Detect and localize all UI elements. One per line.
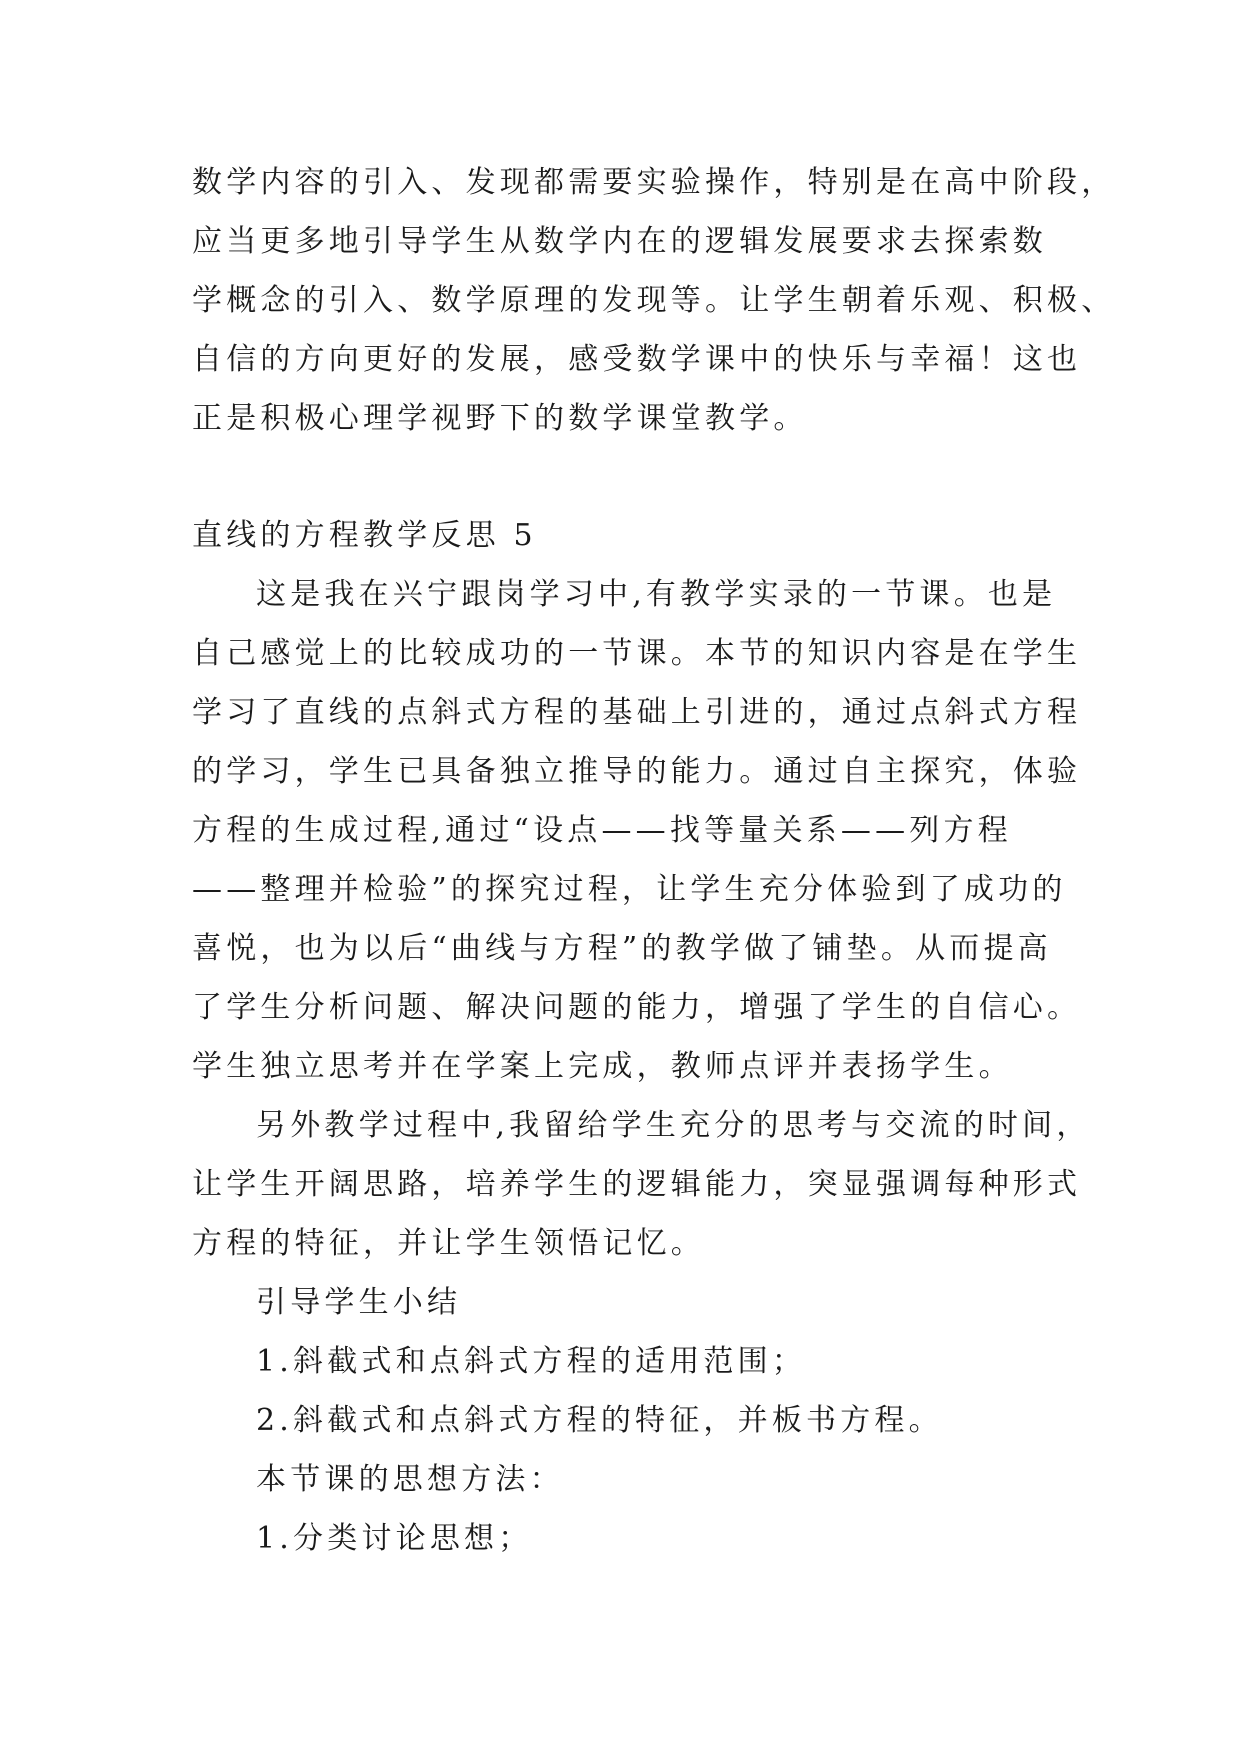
text-line: 正是积极心理学视野下的数学课堂教学。 bbox=[192, 401, 808, 436]
text-line: 这是我在兴宁跟岗学习中,有教学实录的一节课。也是 bbox=[256, 577, 1057, 612]
text-line: 数学内容的引入、发现都需要实验操作，特别是在高中阶段， bbox=[192, 165, 1116, 200]
methods-heading: 本节课的思想方法： bbox=[256, 1462, 564, 1497]
list-item: 2.斜截式和点斜式方程的特征，并板书方程。 bbox=[256, 1403, 943, 1438]
text-line: 自信的方向更好的发展，感受数学课中的快乐与幸福！这也 bbox=[192, 342, 1082, 377]
text-line: 另外教学过程中,我留给学生充分的思考与交流的时间， bbox=[256, 1108, 1091, 1143]
text-line: 学习了直线的点斜式方程的基础上引进的，通过点斜式方程 bbox=[192, 695, 1082, 730]
text-line: 方程的特征，并让学生领悟记忆。 bbox=[192, 1226, 705, 1261]
text-line: ——整理并检验”的探究过程，让学生充分体验到了成功的 bbox=[192, 872, 1067, 907]
text-line: 应当更多地引导学生从数学内在的逻辑发展要求去探索数 bbox=[192, 224, 1047, 259]
summary-heading: 引导学生小结 bbox=[256, 1285, 462, 1320]
text-line: 让学生开阔思路，培养学生的逻辑能力，突显强调每种形式 bbox=[192, 1167, 1082, 1202]
text-line: 学生独立思考并在学案上完成，教师点评并表扬学生。 bbox=[192, 1049, 1013, 1084]
text-line: 的学习，学生已具备独立推导的能力。通过自主探究，体验 bbox=[192, 754, 1082, 789]
text-line: 自己感觉上的比较成功的一节课。本节的知识内容是在学生 bbox=[192, 636, 1082, 671]
text-line: 方程的生成过程,通过“设点——找等量关系——列方程 bbox=[192, 813, 1012, 848]
list-item: 1.斜截式和点斜式方程的适用范围； bbox=[256, 1344, 807, 1379]
text-line: 了学生分析问题、解决问题的能力，增强了学生的自信心。 bbox=[192, 990, 1082, 1025]
text-line: 喜悦，也为以后“曲线与方程”的教学做了铺垫。从而提高 bbox=[192, 931, 1052, 966]
list-item: 1.分类讨论思想； bbox=[256, 1521, 533, 1556]
section-title: 直线的方程教学反思 5 bbox=[192, 518, 537, 553]
text-line: 学概念的引入、数学原理的发现等。让学生朝着乐观、积极、 bbox=[192, 283, 1116, 318]
